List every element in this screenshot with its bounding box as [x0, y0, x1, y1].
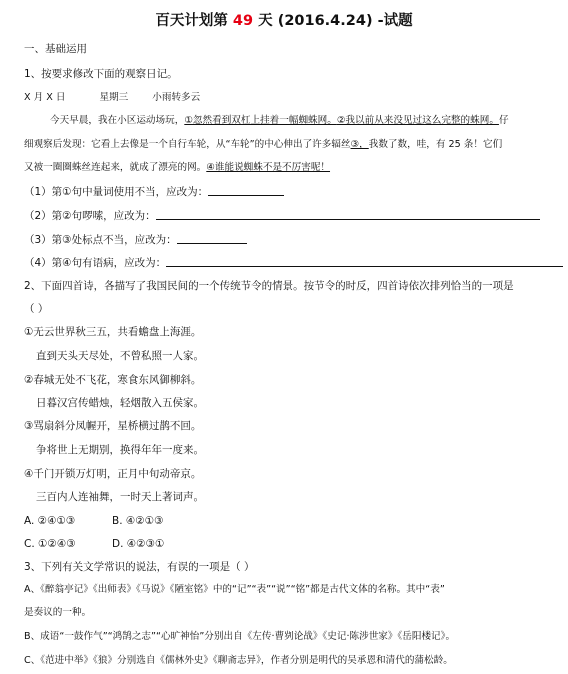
poem-4-line-1: ④千门开锁万灯明，正月中旬动帝京。 [24, 468, 202, 480]
poem-1-line-1: ①无云世界秋三五，共看蟾盘上海涯。 [24, 326, 202, 338]
sub-question-4: （4）第④句有语病，应改为： [24, 255, 563, 270]
diary-weekday: 星期三 [99, 92, 129, 103]
question-2-paren: （ ） [24, 303, 49, 315]
sentence-1: ①忽然看到双杠上挂着一幅蜘蛛网。 [184, 115, 337, 126]
page-title: 百天计划第 49 天 (2016.4.24) -试题 [155, 13, 413, 29]
q3-option-a-line-2: 是奏议的一种。 [24, 607, 92, 618]
sentence-3: ③， [350, 139, 369, 150]
diary-weather: 小雨转多云 [152, 92, 201, 103]
diary-header [24, 91, 200, 105]
answer-blank-2[interactable] [156, 208, 540, 220]
q3-option-b: B、成语“一鼓作气”“鸿鹄之志”“心旷神怡”分别出自《左传·曹刿论战》《史记·陈涉世家》《岳阳楼记》。 [24, 631, 456, 642]
poem-2-line-2: 日暮汉宫传蜡烛，轻烟散入五侯家。 [36, 397, 204, 409]
question-3-stem: 3、下列有关文学常识的说法，有误的一项是（ ） [24, 561, 255, 573]
sentence-4: ④谁能说蜘蛛不是不厉害呢！ [206, 162, 331, 173]
question-1-stem: 1、按要求修改下面的观察日记。 [24, 68, 178, 80]
sub-question-3: （3）第③处标点不当，应改为： [24, 232, 247, 247]
q3-option-c: C、《范进中举》《狼》分别选自《儒林外史》《聊斋志异》，作者分别是明代的吴承恩和清代的蒲松龄。 [24, 655, 453, 666]
day-number: 49 [232, 13, 254, 29]
diary-line-2: 细观察后发现：它看上去像是一个自行车轮，从“车轮”的中心伸出了许多辐丝③，我数了数，哇，有 25 条！它们 [24, 139, 503, 150]
option-c[interactable]: C. ①②④③ [24, 538, 76, 550]
section-heading: 一、基础运用 [24, 43, 87, 55]
diary-date: X 月 X 日 [24, 92, 66, 103]
diary-line-1: 今天早晨，我在小区运动场玩，①忽然看到双杠上挂着一幅蜘蛛网。②我以前从来没见过这么完整的蛛网。仔 [50, 115, 509, 126]
sub-question-2: （2）第②句啰嗦，应改为： [24, 208, 540, 223]
option-a[interactable]: A. ②④①③ [24, 515, 76, 527]
poem-2-line-1: ②春城无处不飞花，寒食东风御柳斜。 [24, 374, 202, 386]
poem-4-line-2: 三百内人连袖舞，一时天上著词声。 [36, 491, 204, 503]
q3-option-a-line-1: A、《醉翁亭记》《出师表》《马说》《陋室铭》中的“记”“表”“说”“铭”都是古代文体的名称。其中“表” [24, 584, 445, 595]
poem-1-line-2: 直到天头天尽处，不曾私照一人家。 [36, 350, 204, 362]
sentence-2: ②我以前从来没见过这么完整的蛛网。 [336, 115, 499, 126]
question-2-stem: 2、下面四首诗，各描写了我国民间的一个传统节令的情景。按节令的时反，四首诗依次排列恰当的一项是 [24, 280, 514, 292]
diary-line-3: 又被一圈圈蛛丝连起来，就成了漂亮的网。④谁能说蜘蛛不是不厉害呢！ [24, 162, 331, 173]
poem-3-line-2: 争将世上无期别，换得年年一度来。 [36, 444, 204, 456]
answer-blank-3[interactable] [177, 232, 247, 244]
option-d[interactable]: D. ④②③① [112, 538, 165, 550]
poem-3-line-1: ③骂扇斜分凤幄开，星桥横过鹊不回。 [24, 420, 202, 432]
sub-question-1: （1）第①句中量词使用不当，应改为： [24, 184, 284, 199]
option-b[interactable]: B. ④②①③ [112, 515, 164, 527]
answer-blank-4[interactable] [166, 255, 563, 267]
answer-blank-1[interactable] [208, 184, 284, 196]
